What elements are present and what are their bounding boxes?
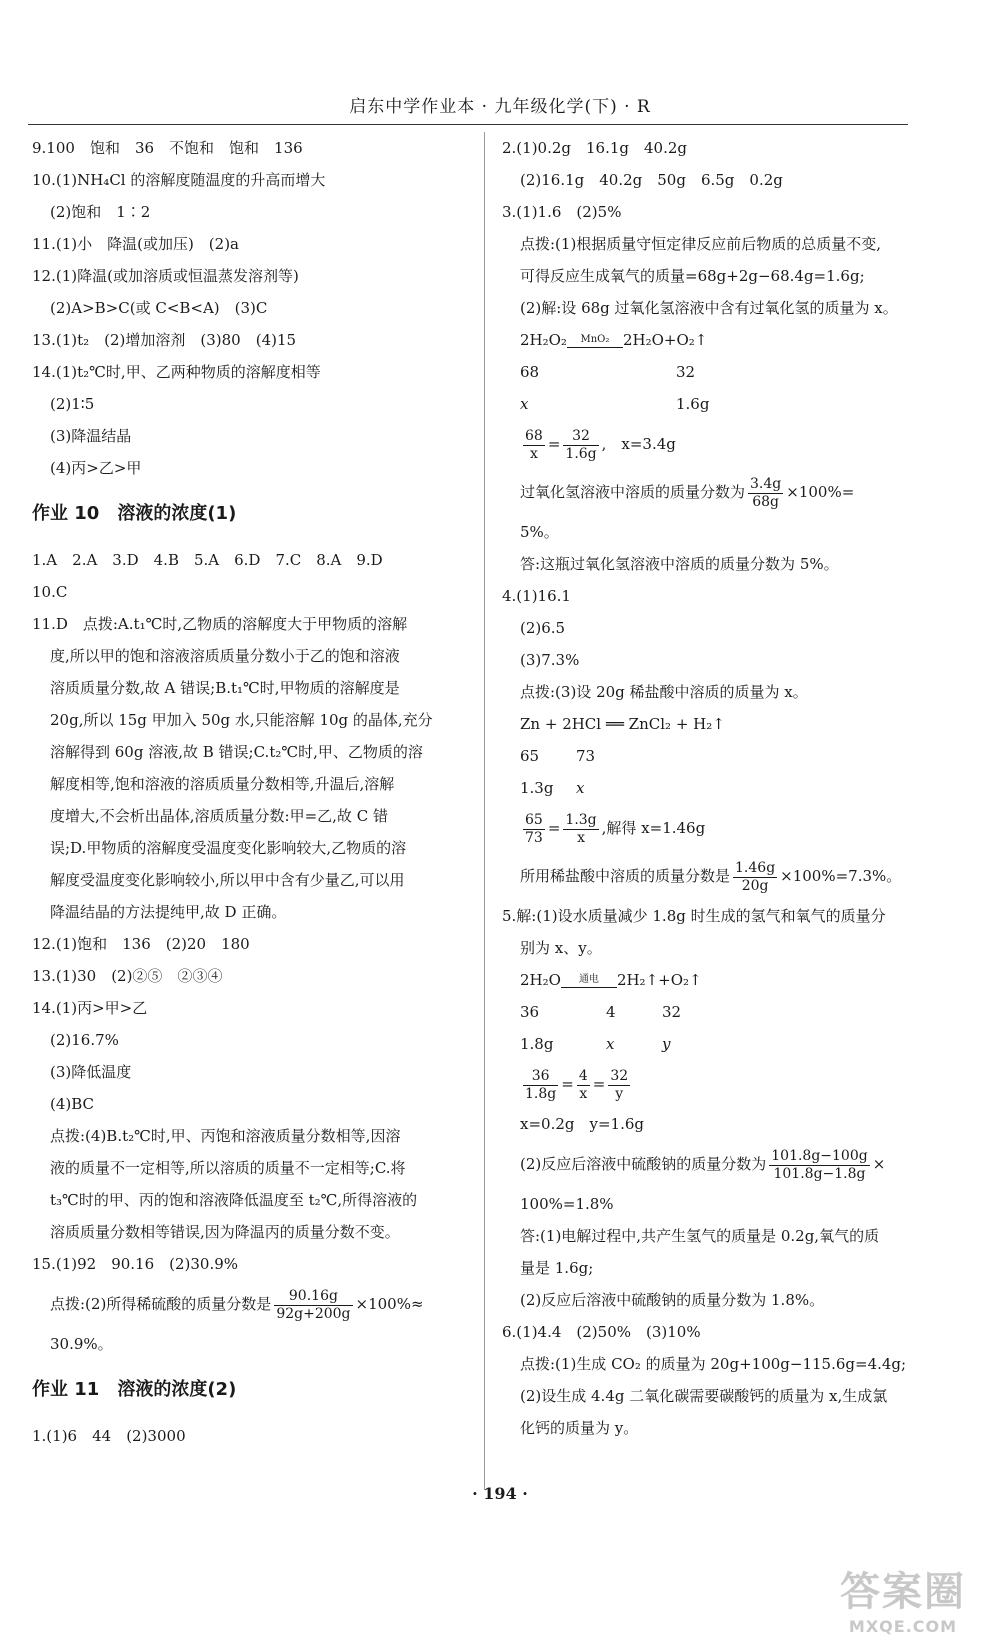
answer-line: 点拨:(4)B.t₂℃时,甲、丙饱和溶液质量分数相等,因溶 <box>50 1127 401 1145</box>
answer-line: 14.(1)t₂℃时,甲、乙两种物质的溶解度相等 <box>32 363 321 381</box>
watermark-url: MXQE.COM <box>848 1617 958 1636</box>
answer-line: 1.A 2.A 3.D 4.B 5.A 6.D 7.C 8.A 9.D <box>32 551 383 569</box>
reaction-arrow <box>567 335 623 348</box>
answer-line: 答:这瓶过氧化氢溶液中溶质的质量分数为 5%。 <box>520 555 839 573</box>
denominator: 73 <box>525 829 543 846</box>
answer-line: (2)A>B>C(或 C<B<A) (3)C <box>50 299 268 317</box>
fraction <box>769 1148 869 1183</box>
cell: 1.3g <box>520 779 554 797</box>
answer-line: 1.(1)6 44 (2)3000 <box>32 1427 186 1445</box>
answer-line: t₃℃时的甲、丙的饱和溶液降低温度至 t₂℃,所得溶液的 <box>50 1191 418 1209</box>
answer-line: 点拨:(1)生成 CO₂ 的质量为 20g+100g−115.6g=4.4g; <box>520 1355 907 1373</box>
answer-line: (2)6.5 <box>520 619 566 637</box>
product: 2H₂↑+O₂↑ <box>616 971 702 989</box>
denominator: 1.6g <box>565 445 597 462</box>
numerator: 90.16g <box>274 1288 352 1306</box>
answer-line: (4)丙>乙>甲 <box>50 459 142 477</box>
answer-line: 3.(1)1.6 (2)5% <box>502 203 622 221</box>
numerator: 68 <box>525 427 543 444</box>
text: ×100%= <box>786 483 855 501</box>
answer-line: (2)反应后溶液中硫酸钠的质量分数为 1.8%。 <box>520 1291 825 1309</box>
answer-line: (2)16.7% <box>50 1031 119 1049</box>
denominator: 20g <box>741 877 769 894</box>
answer-line: (2)解:设 68g 过氧化氢溶液中含有过氧化氢的质量为 x。 <box>520 299 898 317</box>
text: , x=3.4g <box>601 435 676 453</box>
right-column <box>502 132 940 1444</box>
text: (2)反应后溶液中硫酸钠的质量分数为 <box>520 1155 767 1173</box>
page-number: · 194 · <box>472 1484 528 1503</box>
denominator: y <box>615 1085 624 1102</box>
numerator: 1.3g <box>565 811 597 828</box>
left-column <box>32 132 472 1452</box>
answer-line: (4)BC <box>50 1095 95 1113</box>
equation-row <box>502 1028 940 1060</box>
page-header: 启东中学作业本 · 九年级化学(下) · R <box>349 97 651 117</box>
answer-line: 溶解得到 60g 溶液,故 B 错误;C.t₂℃时,甲、乙物质的溶 <box>50 743 423 761</box>
answer-line: (2)设生成 4.4g 二氧化碳需要碳酸钙的质量为 x,生成氯 <box>520 1387 888 1405</box>
answer-line: 解度受温度变化影响较小,所以甲中含有少量乙,可以用 <box>50 871 405 889</box>
answer-line: 液的质量不一定相等,所以溶质的质量不一定相等;C.将 <box>50 1159 406 1177</box>
answer-line: 15.(1)92 90.16 (2)30.9% <box>32 1255 239 1273</box>
answer-line <box>502 852 940 900</box>
condition: 通电 <box>578 973 599 985</box>
answer-line: 可得反应生成氧气的质量=68g+2g−68.4g=1.6g; <box>520 267 865 285</box>
text: 所用稀盐酸中溶质的质量分数是 <box>520 867 731 885</box>
denominator: 68g <box>752 493 780 510</box>
cell: 1.8g <box>520 1035 554 1053</box>
answer-line: 11.(1)小 降温(或加压) (2)a <box>32 235 239 253</box>
fraction <box>748 476 783 511</box>
equals-sign: = <box>592 1075 606 1093</box>
denominator: 101.8g−1.8g <box>773 1165 866 1182</box>
equation-row <box>502 772 940 804</box>
answer-line <box>502 1140 940 1188</box>
section-title-11: 作业 11 溶液的浓度(2) <box>32 1379 237 1400</box>
answer-line: 解度相等,饱和溶液的溶质质量分数相等,升温后,溶解 <box>50 775 395 793</box>
equation-row <box>502 356 940 388</box>
cell: x <box>576 779 585 797</box>
arrow-line <box>567 347 623 348</box>
equation <box>502 804 940 852</box>
reaction-arrow <box>561 975 617 988</box>
answer-line: 溶质质量分数,故 A 错误;B.t₁℃时,甲物质的溶解度是 <box>50 679 400 697</box>
answer-line: 10.(1)NH₄Cl 的溶解度随温度的升高而增大 <box>32 171 326 189</box>
denominator: x <box>579 1085 588 1102</box>
answer-line: 答:(1)电解过程中,共产生氢气的质量是 0.2g,氧气的质 <box>520 1227 880 1245</box>
fraction <box>523 812 545 847</box>
equation <box>502 964 940 996</box>
answer-line: 化钙的质量为 y。 <box>520 1419 639 1437</box>
denominator: 1.8g <box>525 1085 557 1102</box>
answer-line: (2)16.1g 40.2g 50g 6.5g 0.2g <box>520 171 783 189</box>
cell: y <box>662 1035 671 1053</box>
numerator: 3.4g <box>750 475 782 492</box>
fraction <box>563 428 598 463</box>
answer-line: (2)1∶5 <box>50 395 95 413</box>
answer-line: 12.(1)降温(或加溶质或恒温蒸发溶剂等) <box>32 267 299 285</box>
answer-line: 6.(1)4.4 (2)50% (3)10% <box>502 1323 701 1341</box>
reactant: 2H₂O <box>520 971 561 989</box>
equation-row <box>502 388 940 420</box>
text: ×100%=7.3%。 <box>780 867 902 885</box>
answer-line: 量是 1.6g; <box>520 1259 594 1277</box>
answer-line: 点拨:(1)根据质量守恒定律反应前后物质的总质量不变, <box>520 235 882 253</box>
reactant: 2H₂O₂ <box>520 331 567 349</box>
numerator: 1.46g <box>735 859 776 876</box>
header-rule <box>28 124 908 125</box>
answer-line: (2)饱和 1∶2 <box>50 203 151 221</box>
answer-line: 13.(1)t₂ (2)增加溶剂 (3)80 (4)15 <box>32 331 297 349</box>
cell: 4 <box>606 1003 616 1021</box>
text: ×100%≈ <box>355 1295 424 1313</box>
answer-line: 降温结晶的方法提纯甲,故 D 正确。 <box>50 903 287 921</box>
cell: 68 <box>520 363 540 381</box>
cell: 32 <box>662 1003 682 1021</box>
answer-line: 5.解:(1)设水质量减少 1.8g 时生成的氢气和氧气的质量分 <box>502 907 886 925</box>
answer-line: 20g,所以 15g 甲加入 50g 水,只能溶解 10g 的晶体,充分 <box>50 711 433 729</box>
answer-line: 10.C <box>32 583 68 601</box>
answer-line: 12.(1)饱和 136 (2)20 180 <box>32 935 250 953</box>
text: ,解得 x=1.46g <box>601 819 706 837</box>
answer-line: 点拨:(3)设 20g 稀盐酸中溶质的质量为 x。 <box>520 683 808 701</box>
answer-line: (3)7.3% <box>520 651 580 669</box>
cell: x <box>520 395 529 413</box>
column-divider <box>484 132 485 1490</box>
answer-line: 100%=1.8% <box>520 1195 614 1213</box>
numerator: 36 <box>523 1068 558 1086</box>
equals-sign: = <box>547 435 561 453</box>
answer-line: 2.(1)0.2g 16.1g 40.2g <box>502 139 688 157</box>
numerator: 32 <box>610 1067 629 1084</box>
arrow-line <box>561 987 617 988</box>
numerator: 101.8g−100g <box>771 1147 868 1164</box>
cell: 73 <box>576 747 596 765</box>
text: 点拨:(2)所得稀硫酸的质量分数是 <box>50 1295 272 1313</box>
numerator: 65 <box>525 811 543 828</box>
equals-sign: = <box>547 819 561 837</box>
fraction <box>563 812 598 847</box>
denominator: 92g+200g <box>276 1305 351 1322</box>
cell: x <box>606 1035 615 1053</box>
numerator: 32 <box>563 428 598 446</box>
answer-line: 溶质质量分数相等错误,因为降温丙的质量分数不变。 <box>50 1223 400 1241</box>
denominator: x <box>577 829 585 846</box>
answer-line: 度,所以甲的饱和溶液溶质质量分数小于乙的饱和溶液 <box>50 647 400 665</box>
answer-line: 9.100 饱和 36 不饱和 饱和 136 <box>32 139 303 157</box>
answer-line <box>32 1280 472 1328</box>
equation <box>502 324 940 356</box>
text: 过氧化氢溶液中溶质的质量分数为 <box>520 483 746 501</box>
watermark-logo: 答案圈 <box>840 1569 966 1615</box>
answer-line: 11.D 点拨:A.t₁℃时,乙物质的溶解度大于甲物质的溶解 <box>32 615 408 633</box>
catalyst: MnO₂ <box>580 333 610 345</box>
text: × <box>872 1155 886 1173</box>
answer-line: 别为 x、y。 <box>520 939 602 957</box>
answer-line: (3)降低温度 <box>50 1063 132 1081</box>
cell: 36 <box>520 1003 540 1021</box>
equation-row <box>502 740 940 772</box>
answer-line: 5%。 <box>520 523 559 541</box>
answer-line: 13.(1)30 (2)②⑤ ②③④ <box>32 967 223 985</box>
fraction <box>274 1288 352 1323</box>
fraction <box>523 1068 558 1103</box>
answer-line: x=0.2g y=1.6g <box>520 1115 644 1133</box>
fraction <box>577 1068 590 1103</box>
product: 2H₂O+O₂↑ <box>622 331 708 349</box>
answer-line: 4.(1)16.1 <box>502 587 571 605</box>
equation <box>502 420 940 468</box>
section-title-10: 作业 10 溶液的浓度(1) <box>32 503 237 524</box>
answer-line: (3)降温结晶 <box>50 427 132 445</box>
fraction <box>733 860 777 895</box>
cell: 32 <box>676 363 696 381</box>
equation <box>502 1060 940 1108</box>
fraction <box>523 428 545 463</box>
fraction <box>608 1068 630 1103</box>
answer-line: 30.9%。 <box>50 1335 113 1353</box>
equation: Zn + 2HCl ══ ZnCl₂ + H₂↑ <box>520 715 725 733</box>
answer-line: 度增大,不会析出晶体,溶质质量分数:甲=乙,故 C 错 <box>50 807 388 825</box>
answer-line: 14.(1)丙>甲>乙 <box>32 999 148 1017</box>
cell: 65 <box>520 747 540 765</box>
answer-line <box>502 468 940 516</box>
denominator: x <box>529 445 538 462</box>
answer-line: 误;D.甲物质的溶解度受温度变化影响较大,乙物质的溶 <box>50 839 407 857</box>
numerator: 4 <box>578 1067 588 1084</box>
equals-sign: = <box>561 1075 574 1093</box>
cell: 1.6g <box>676 395 710 413</box>
watermark <box>818 1560 988 1636</box>
equation-row <box>502 996 940 1028</box>
